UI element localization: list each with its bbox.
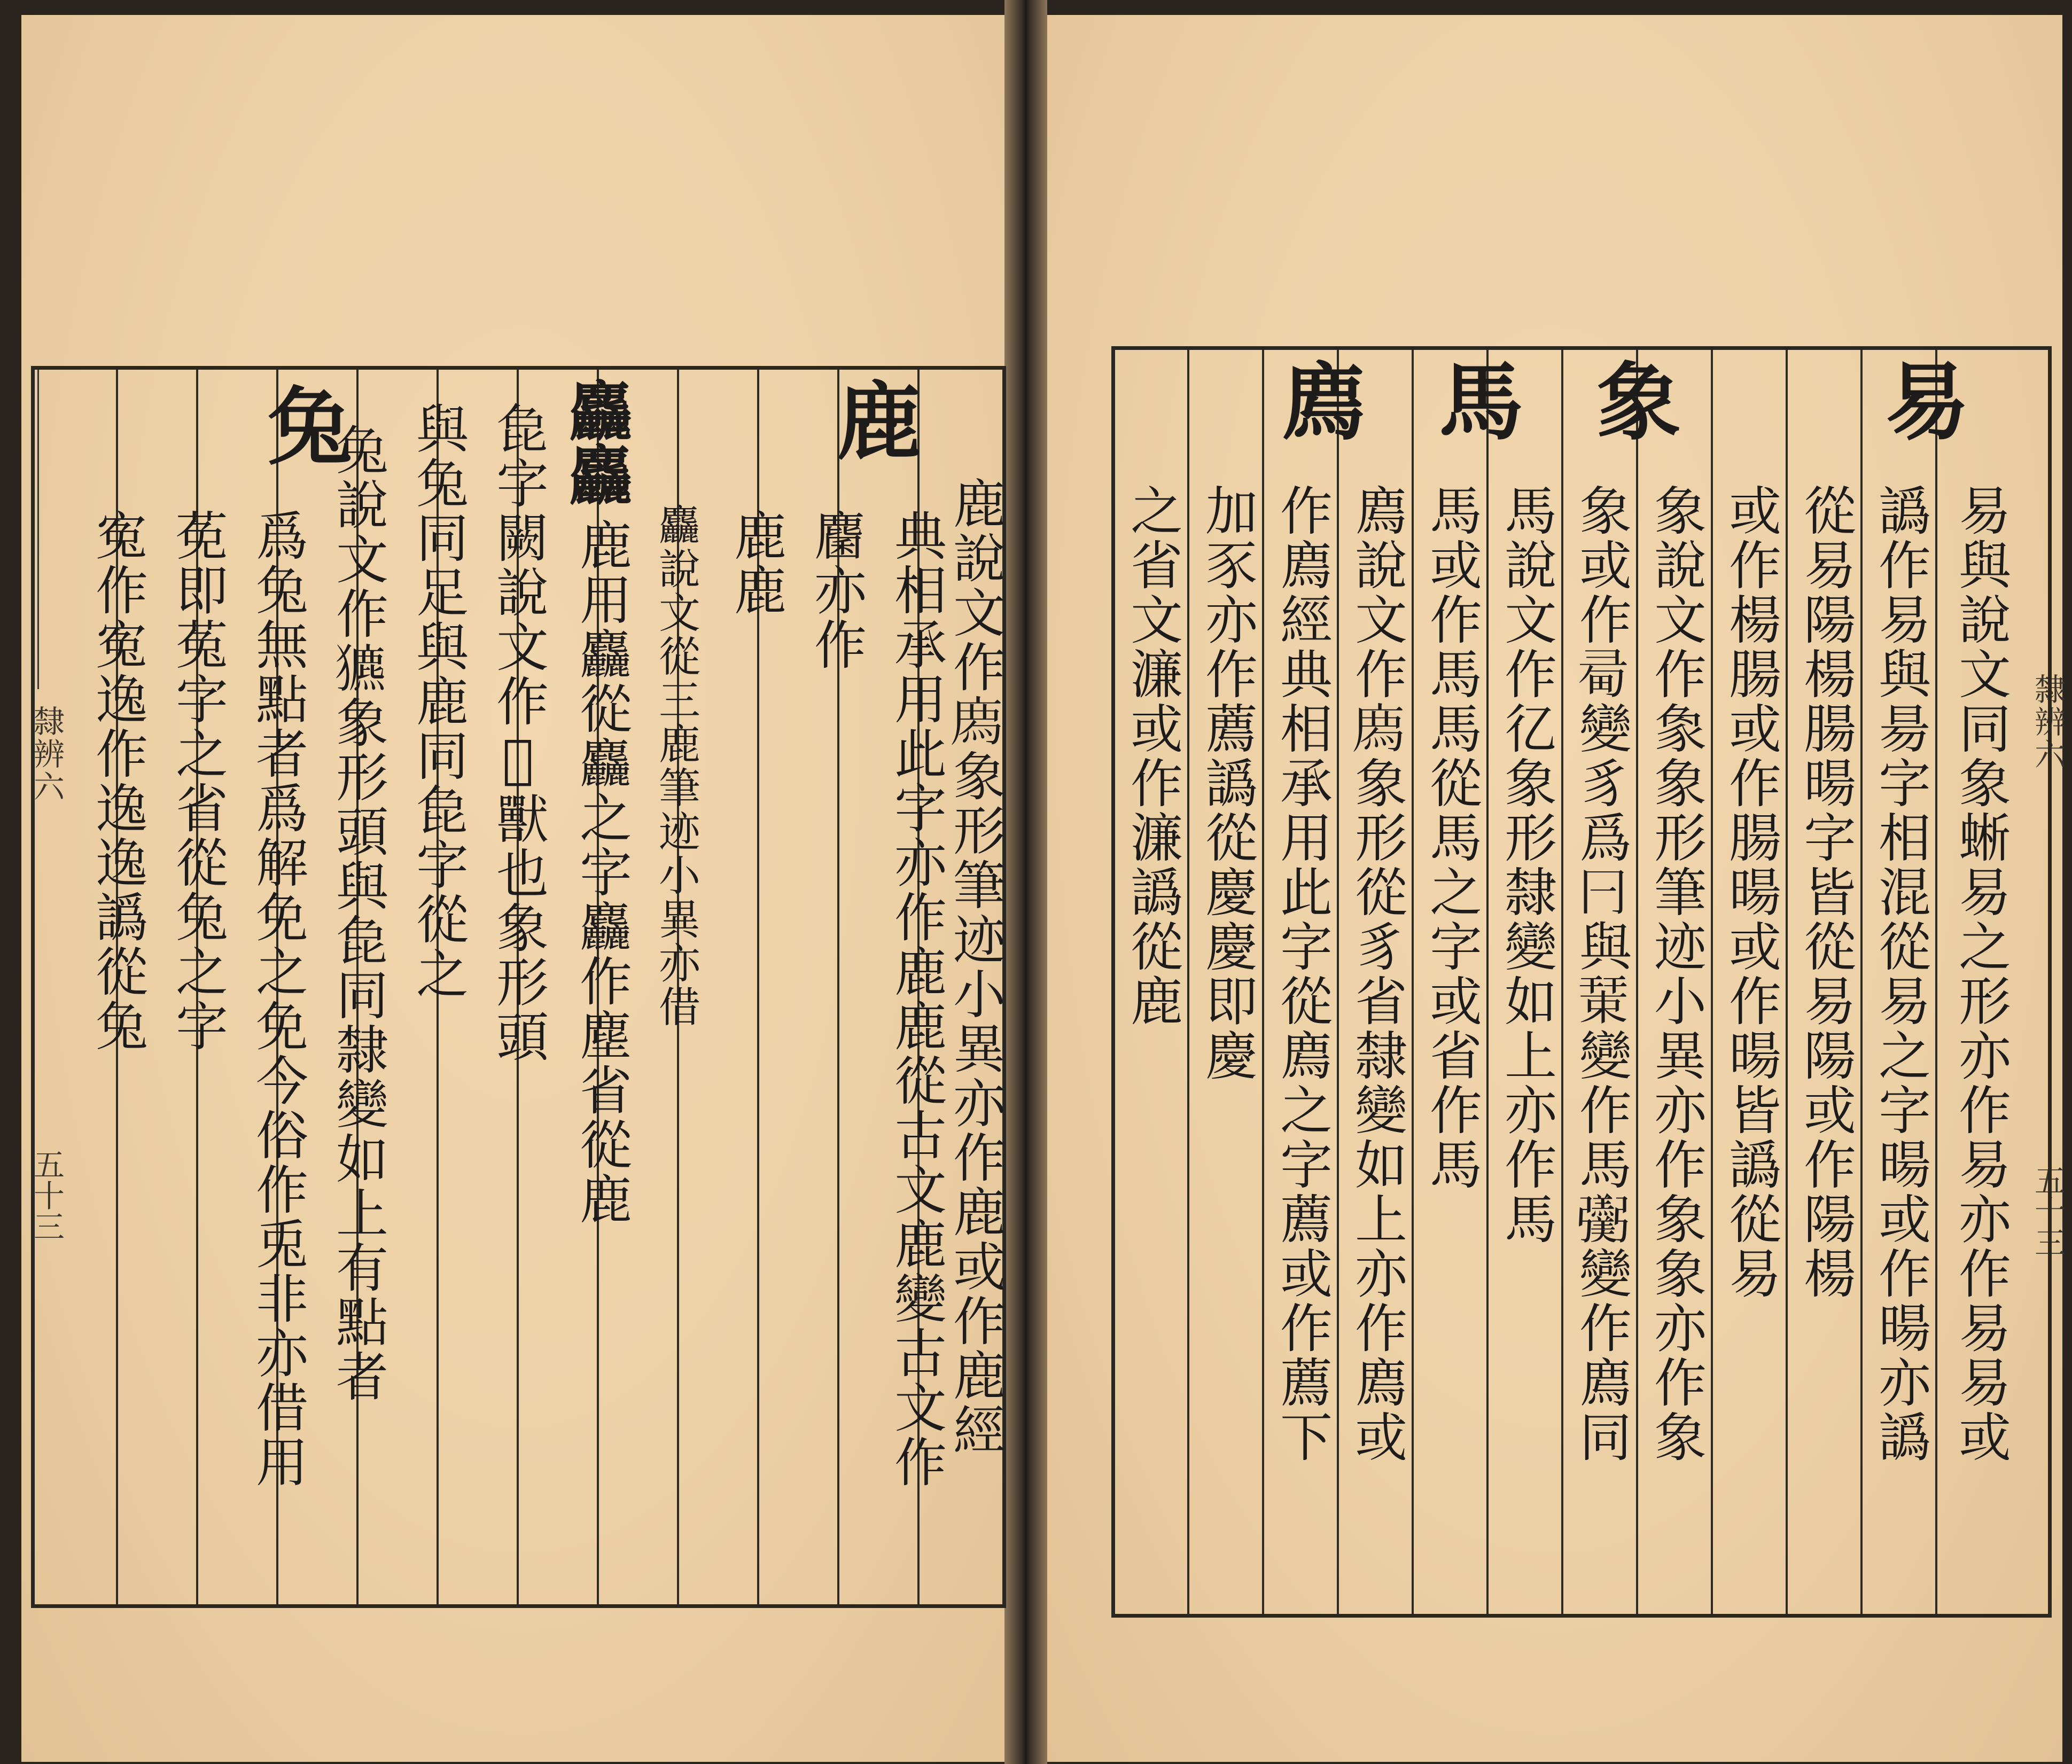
- text-column: 作廌經典相承用此字從廌之字薦或作薦下: [1271, 483, 1333, 1464]
- text-column: 與兔同足與鹿同㲋字從之: [407, 402, 469, 1001]
- entry-heading: 兔: [268, 378, 352, 477]
- right-margin-title: 隸辨六: [2029, 673, 2066, 771]
- column-rule: [1412, 350, 1414, 1614]
- entry-heading: 鹿: [837, 373, 921, 472]
- text-column: 象說文作𧰼象形筆迹小異亦作象象亦作象: [1645, 483, 1707, 1464]
- text-column: 寃作寃逸作逸逸譌從兔: [87, 509, 148, 1053]
- text-column: 麕亦作: [805, 509, 867, 672]
- column-rule: [1786, 350, 1788, 1614]
- entry-heading: 麤 麤: [569, 374, 633, 514]
- text-column: 譌作易與昜字相混從易之字暘或作暘亦譌: [1870, 483, 1931, 1464]
- text-column: 象或作𢑜變豸爲𠔼與𢆞變作馬𢑌變作廌同: [1570, 483, 1632, 1464]
- text-column: 從易陽楊腸暘字皆從易陽或作陽楊: [1795, 483, 1856, 1301]
- column-rule: [1187, 350, 1189, 1614]
- entry-heading: 象: [1596, 353, 1681, 452]
- text-column: 廌說文作𢊁象形從豸省隸變如上亦作廌或: [1346, 483, 1407, 1464]
- text-column: 麤說文從三鹿筆迹小異亦借: [651, 503, 700, 1029]
- entry-heading: 廌: [1281, 353, 1366, 452]
- entry-column: [836, 373, 922, 1604]
- left-page-number: 五十三: [28, 1149, 65, 1242]
- text-column: 馬或作馬馬從馬之字或省作馬: [1421, 483, 1482, 1192]
- entry-heading: 易: [1885, 353, 1969, 452]
- left-text-frame: [31, 366, 1006, 1608]
- text-column: 爲兔無點者爲解免之免今俗作兎非亦借用: [247, 509, 308, 1489]
- left-margin-title: 隸辨六: [28, 705, 65, 803]
- text-column: 莬即菟字之省從兔之字: [167, 509, 228, 1053]
- text-column: 加豕亦作薦譌從慶慶即慶: [1196, 483, 1258, 1083]
- text-column: 兔說文作𤣄象形頭與㲋同隸變如上有點者: [327, 423, 388, 1404]
- column-rule: [1711, 350, 1713, 1614]
- entry-column: 麤 麤 鹿用麤從麤之字麤作塵省從鹿: [569, 374, 633, 1227]
- text-column: 易與說文同象蜥易之形亦作易亦作易易或: [1950, 483, 2011, 1464]
- text-column: 㲋字闕說文作𥤕獸也象形頭: [487, 402, 549, 1064]
- text-column: 鹿說文作𢊁象形筆迹小異亦作鹿或作鹿經: [944, 477, 1006, 1457]
- book-gutter: [1004, 0, 1047, 1764]
- entry-heading: 馬: [1439, 353, 1523, 452]
- text-column: 之省文濂或作濂譌從鹿: [1121, 483, 1183, 1028]
- text-column: 馬說文作𢒼象形隸變如上亦作馬: [1495, 483, 1557, 1246]
- text-column: 或作楊腸或作腸暘或作暘皆譌從易: [1720, 483, 1781, 1301]
- text-column: 鹿鹿: [725, 509, 786, 618]
- right-text-frame: [1111, 346, 2052, 1618]
- column-rule: [1561, 350, 1563, 1614]
- text-column: 典相承用此字亦作鹿鹿從古文鹿變古文作: [885, 509, 947, 1489]
- right-page-number: 五十三: [2029, 1165, 2066, 1258]
